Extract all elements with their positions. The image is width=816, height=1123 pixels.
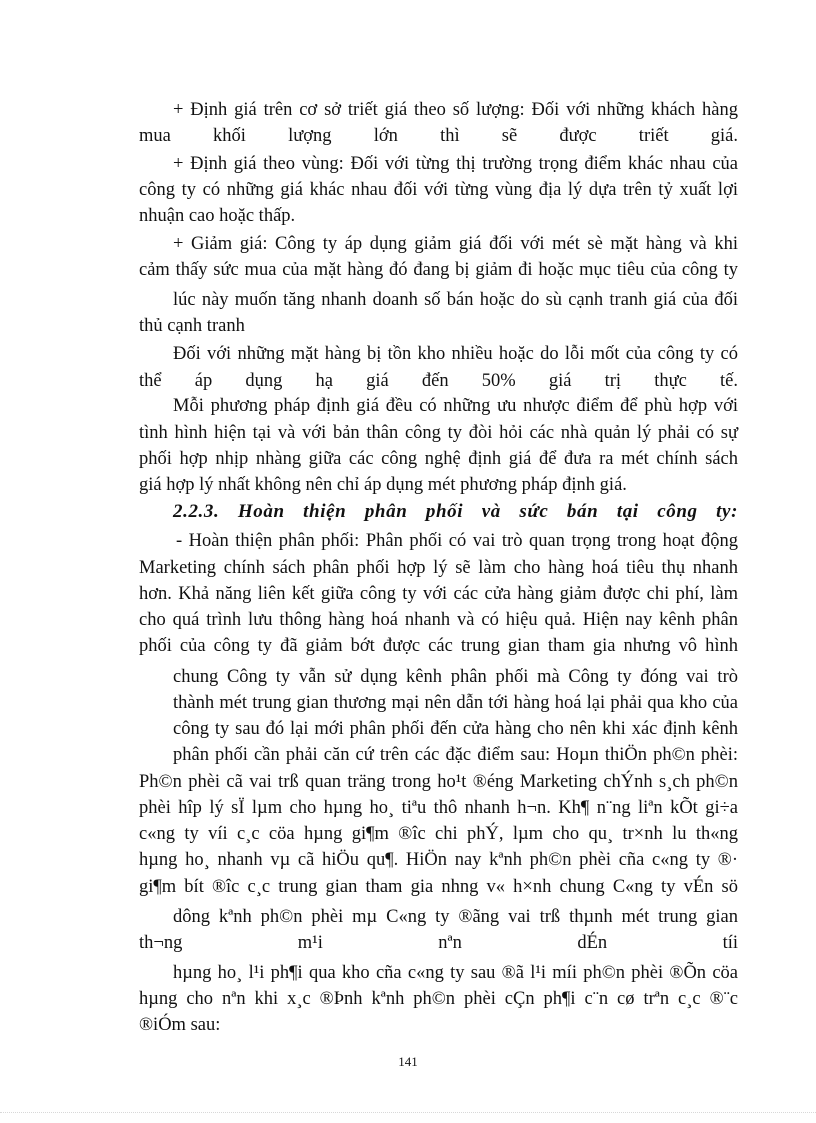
text-line: th¬ng m¹i nªn dÉn tíi <box>139 933 738 953</box>
text-line: thể áp dụng hạ giá đến 50% giá trị thực tế. <box>139 371 738 391</box>
page-bottom-divider <box>0 1112 816 1113</box>
text-line: cảm thấy sức mua của mặt hàng đó đang bị giảm đi hoặc mục tiêu của công ty <box>139 260 738 280</box>
text-line: c«ng ty víi c¸c cöa hµng gi¶m ®îc chi phÝ, lµm cho qu¸ tr×nh lu th«ng <box>139 824 738 844</box>
text-line: phối hợp nhịp nhàng giữa các công nghệ định giá để đưa ra mét chính sách <box>139 449 738 469</box>
text-line: công ty sau đó lại mới phân phối đến cửa hàng cho nên khi xác định kênh <box>173 719 738 739</box>
text-line: Ph©n phèi cã vai trß quan träng trong ho¹t ®éng Marketing chÝnh s¸ch ph©n <box>139 772 738 792</box>
text-line: + Định giá trên cơ sở triết giá theo số lượng: Đối với những khách hàng <box>173 100 738 120</box>
text-line: lúc này muốn tăng nhanh doanh số bán hoặc do sù cạnh tranh giá của đối <box>173 290 738 310</box>
text-line: Mỗi phương pháp định giá đều có những ưu nhược điểm để phù hợp với <box>173 396 738 416</box>
text-line: gi¶m bít ®îc c¸c trung gian tham gia nhng v« h×nh chung C«ng ty vÉn sö <box>139 877 738 897</box>
text-line: + Định giá theo vùng: Đối với từng thị trường trọng điểm khác nhau của <box>173 154 738 174</box>
text-line: Đối với những mặt hàng bị tồn kho nhiều hoặc do lỗi mốt của công ty có <box>173 344 738 364</box>
text-line: thành mét trung gian thương mại nên dẫn tới hàng hoá lại phải qua kho của <box>173 693 738 713</box>
text-line: dông kªnh ph©n phèi mµ C«ng ty ®ãng vai trß thµnh mét trung gian <box>173 907 738 927</box>
text-line: tình hình hiện tại và với bản thân công ty đòi hỏi các nhà quản lý phải có sự <box>139 423 738 443</box>
text-line: Marketing chính sách phân phối hợp lý sẽ làm cho hàng hoá tiêu thụ nhanh <box>139 558 738 578</box>
text-line: chung Công ty vẫn sử dụng kênh phân phối mà Công ty đóng vai trò <box>173 667 738 687</box>
text-line: ®iÓm sau: <box>139 1015 221 1035</box>
text-line: công ty có những giá khác nhau đối với từng vùng địa lý dựa trên tỷ xuất lợi <box>139 180 738 200</box>
section-heading: 2.2.3. Hoàn thiện phân phối và sức bán tại công ty: <box>173 501 738 522</box>
text-line: mua khối lượng lớn thì sẽ được triết giá. <box>139 126 738 146</box>
text-line: - Hoàn thiện phân phối: Phân phối có vai trò quan trọng trong hoạt động <box>176 531 738 551</box>
text-line: phân phối cần phải căn cứ trên các đặc điểm sau: Hoµn thiÖn ph©n phèi: <box>173 745 738 765</box>
text-line: hµng ho¸ l¹i ph¶i qua kho cña c«ng ty sau ®ã l¹i míi ph©n phèi ®Õn cöa <box>173 963 738 983</box>
text-line: hµng cho nªn khi x¸c ®Þnh kªnh ph©n phèi cÇn ph¶i c¨n cø trªn c¸c ®¨c <box>139 989 738 1009</box>
text-line: nhuận cao hoặc thấp. <box>139 206 296 226</box>
text-line: giá hợp lý nhất không nên chỉ áp dụng mét phương pháp định giá. <box>139 475 627 495</box>
page-number: 141 <box>398 1054 418 1069</box>
text-line: phối của công ty đã giảm bớt được các trung gian tham gia nhưng vô hình <box>139 636 738 656</box>
text-line: + Giảm giá: Công ty áp dụng giảm giá đối với mét sè mặt hàng và khi <box>173 234 738 254</box>
text-line: phèi hîp lý sÏ lµm cho hµng ho¸ tiªu thô nhanh h¬n. Kh¶ n¨ng liªn kÕt gi÷a <box>139 798 738 818</box>
text-line: hơn. Khả năng liên kết giữa công ty với các cửa hàng giảm được chi phí, làm <box>139 584 738 604</box>
text-line: hµng ho¸ nhanh vµ cã hiÖu qu¶. HiÖn nay kªnh ph©n phèi cña c«ng ty ®· <box>139 850 738 870</box>
text-line: cho quá trình lưu thông hàng hoá nhanh và có hiệu quả. Hiện nay kênh phân <box>139 610 738 630</box>
text-line: thủ cạnh tranh <box>139 316 245 336</box>
